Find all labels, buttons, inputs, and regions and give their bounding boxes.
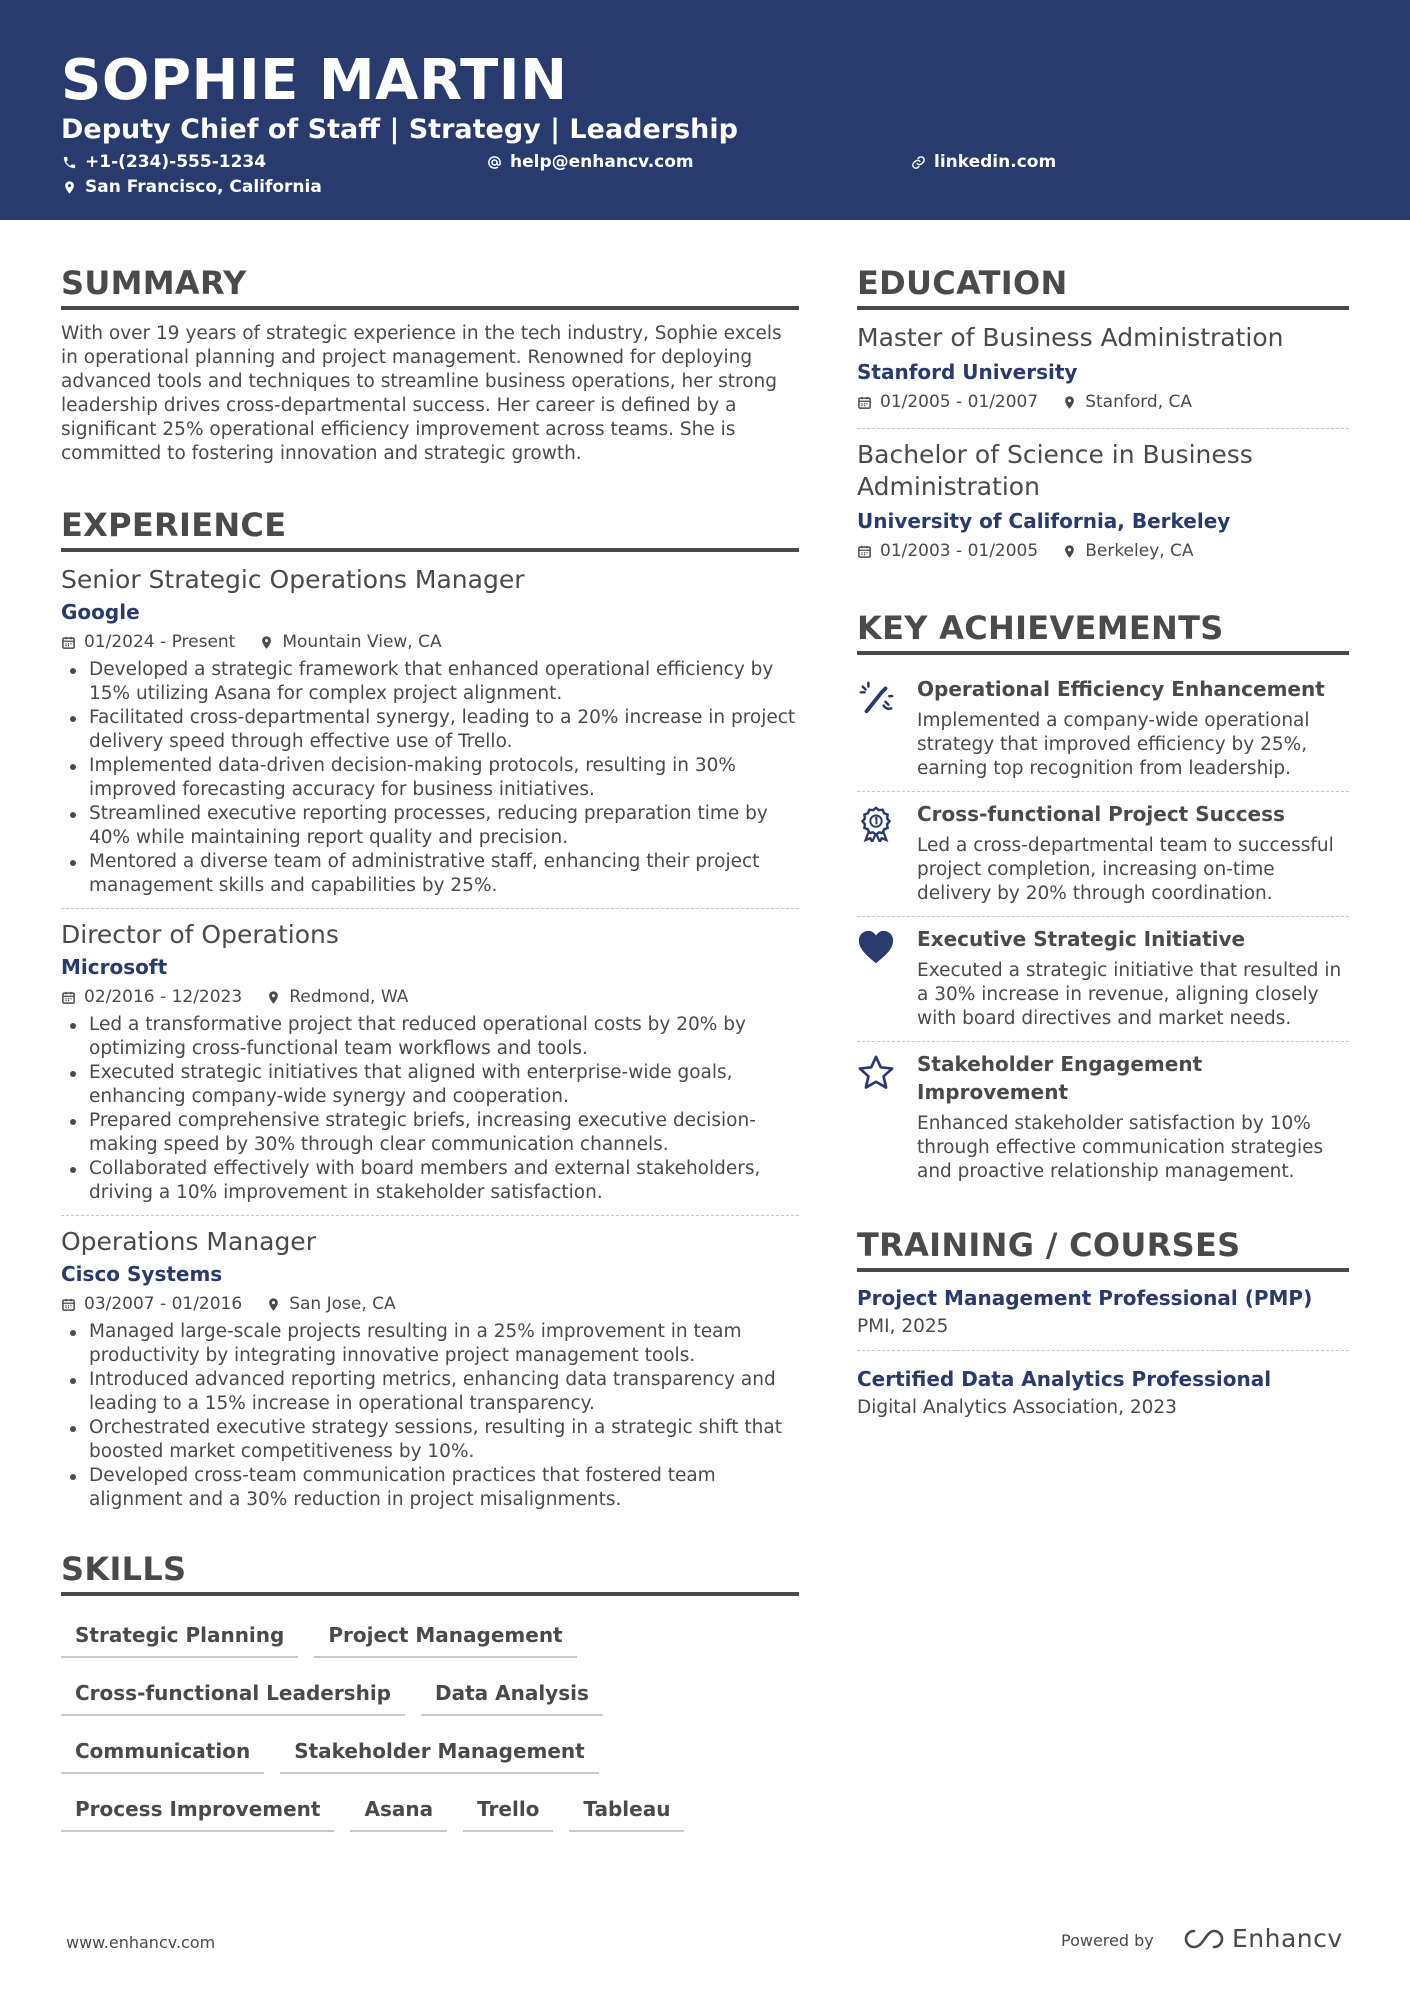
contact-phone[interactable] (62, 151, 266, 173)
achievement-item (857, 792, 1349, 917)
achievement-item (857, 1042, 1349, 1194)
location-pin-icon (266, 990, 281, 1005)
bullet-item: Facilitated cross-departmental synergy, leading to a 20% increase in project delivery speed through effective use of Trello. (61, 706, 799, 754)
footer-url[interactable]: www.enhancv.com (66, 1933, 216, 1952)
right-column (857, 262, 1349, 1445)
skills-list (61, 1616, 799, 1832)
link-icon (911, 155, 926, 170)
skill-tag: Strategic Planning (61, 1616, 298, 1658)
candidate-title: Deputy Chief of Staff | Strategy | Leadership (61, 114, 738, 145)
skill-tag: Cross-functional Leadership (61, 1674, 405, 1716)
achievements-heading: KEY ACHIEVEMENTS (857, 607, 1349, 655)
enhancv-logo[interactable] (1180, 1924, 1343, 1953)
summary-text: With over 19 years of strategic experience in the tech industry, Sophie excels in operational planning and project management. Renowned for deploying advanced tools and techniques to streamline business operations, her strong leadership drives cross-departmental success. Her career is defined by a significant 25% operational efficiency improvement across teams. She is committed to fostering innovation and strategic growth. (61, 323, 782, 464)
bullet-item: Introduced advanced reporting metrics, enhancing data transparency and leading to a 15% increase in operational transparency. (61, 1368, 799, 1416)
skill-tag: Stakeholder Management (280, 1732, 599, 1774)
job-title: Operations Manager (61, 1227, 316, 1256)
job-meta (61, 985, 799, 1009)
job-dates: 03/2007 - 01/2016 (84, 1294, 243, 1314)
job-entry (61, 1226, 799, 1522)
education-entry (857, 322, 1349, 429)
education-dates: 01/2003 - 01/2005 (880, 541, 1039, 561)
achievement-item (857, 917, 1349, 1042)
achievement-title: Cross-functional Project Success (917, 802, 1285, 826)
course-entry (857, 1284, 1349, 1351)
linkedin-text: linkedin.com (934, 152, 1057, 172)
candidate-name: SOPHIE MARTIN (61, 48, 568, 113)
phone-text: +1-(234)-555-1234 (85, 152, 267, 172)
course-org: PMI, 2025 (857, 1316, 949, 1337)
bullet-item: Managed large-scale projects resulting in a 25% improvement in team productivity by integrating innovative project management tools. (61, 1320, 799, 1368)
skill-tag: Communication (61, 1732, 264, 1774)
skills-heading: SKILLS (61, 1548, 799, 1596)
education-entry (857, 439, 1349, 577)
calendar-icon (857, 395, 872, 410)
education-meta (857, 390, 1349, 414)
course-name: Certified Data Analytics Professional (857, 1367, 1272, 1391)
degree-title: Master of Business Administration (857, 323, 1284, 352)
achievement-title: Operational Efficiency Enhancement (917, 677, 1325, 701)
location-text: San Francisco, California (85, 177, 322, 197)
education-dates: 01/2005 - 01/2007 (880, 392, 1039, 412)
achievement-desc: Led a cross-departmental team to successful project completion, increasing on-time delivery by 20% through coordination. (917, 835, 1334, 904)
bullet-item: Orchestrated executive strategy sessions, resulting in a strategic shift that boosted market competitiveness by 10%. (61, 1416, 799, 1464)
calendar-icon (61, 1297, 76, 1312)
achievement-item (857, 667, 1349, 792)
skill-tag: Tableau (569, 1790, 684, 1832)
location-pin-icon (1062, 544, 1077, 559)
job-entry (61, 919, 799, 1216)
education-meta (857, 539, 1349, 563)
contact-email[interactable] (487, 151, 694, 173)
training-heading: TRAINING / COURSES (857, 1224, 1349, 1272)
contact-linkedin[interactable] (911, 151, 1056, 173)
job-entry (61, 564, 799, 909)
education-location: Stanford, CA (1085, 392, 1193, 412)
bullet-item: Prepared comprehensive strategic briefs, increasing executive decision-making speed by 30% through clear communication channels. (61, 1109, 799, 1157)
bullet-item: Implemented data-driven decision-making protocols, resulting in 30% improved forecasting accuracy for business initiatives. (61, 754, 799, 802)
course-org: Digital Analytics Association, 2023 (857, 1397, 1177, 1418)
bullet-item: Collaborated effectively with board members and external stakeholders, driving a 10% improvement in stakeholder satisfaction. (61, 1157, 799, 1205)
bullet-item: Led a transformative project that reduced operational costs by 20% by optimizing cross-functional team workflows and tools. (61, 1013, 799, 1061)
bullet-item: Streamlined executive reporting processes, reducing preparation time by 40% while maintaining report quality and precision. (61, 802, 799, 850)
achievement-title: Stakeholder Engagement Improvement (917, 1052, 1203, 1104)
email-text: help@enhancv.com (510, 152, 694, 172)
calendar-icon (61, 990, 76, 1005)
company-name: Microsoft (61, 955, 168, 979)
bullet-item: Developed a strategic framework that enhanced operational efficiency by 15% utilizing Asana for complex project alignment. (61, 658, 799, 706)
course-entry (857, 1365, 1349, 1431)
location-pin-icon (1062, 395, 1077, 410)
job-dates: 02/2016 - 12/2023 (84, 987, 243, 1007)
job-bullets (61, 658, 799, 898)
left-column (61, 262, 799, 1832)
resume-header (0, 0, 1410, 220)
achievement-title: Executive Strategic Initiative (917, 927, 1246, 951)
job-bullets (61, 1013, 799, 1205)
skill-tag: Trello (463, 1790, 553, 1832)
job-title: Director of Operations (61, 920, 339, 949)
star-icon (857, 1054, 895, 1092)
phone-icon (62, 155, 77, 170)
company-name: Cisco Systems (61, 1262, 223, 1286)
school-name: University of California, Berkeley (857, 509, 1231, 533)
achievement-desc: Executed a strategic initiative that resulted in a 30% increase in revenue, aligning closely with board directives and market needs. (917, 960, 1342, 1029)
skill-tag: Asana (350, 1790, 447, 1832)
location-pin-icon (62, 180, 77, 195)
skill-tag: Data Analysis (421, 1674, 603, 1716)
location-pin-icon (259, 635, 274, 650)
bullet-item: Developed cross-team communication practices that fostered team alignment and a 30% reduction in project misalignments. (61, 1464, 799, 1512)
summary-heading: SUMMARY (61, 262, 799, 310)
company-name: Google (61, 600, 140, 624)
magic-wand-icon (857, 679, 895, 717)
degree-title: Bachelor of Science in Business Administration (857, 440, 1253, 501)
education-location: Berkeley, CA (1085, 541, 1194, 561)
calendar-icon (857, 544, 872, 559)
job-bullets (61, 1320, 799, 1512)
job-meta (61, 1292, 799, 1316)
enhancv-brand: Enhancv (1232, 1924, 1343, 1953)
course-name: Project Management Professional (PMP) (857, 1286, 1313, 1310)
education-heading: EDUCATION (857, 262, 1349, 310)
at-icon (487, 155, 502, 170)
location-pin-icon (266, 1297, 281, 1312)
contact-location (62, 176, 322, 198)
job-dates: 01/2024 - Present (84, 632, 236, 652)
skill-tag: Process Improvement (61, 1790, 334, 1832)
footer-powered-by: Powered by (1061, 1931, 1154, 1950)
school-name: Stanford University (857, 360, 1078, 384)
job-location: Redmond, WA (289, 987, 409, 1007)
award-ribbon-icon (857, 804, 895, 842)
bullet-item: Mentored a diverse team of administrative staff, enhancing their project management skills and capabilities by 25%. (61, 850, 799, 898)
job-title: Senior Strategic Operations Manager (61, 565, 525, 594)
heart-icon (857, 929, 895, 967)
enhancv-logo-icon (1180, 1927, 1226, 1951)
achievement-desc: Implemented a company-wide operational strategy that improved efficiency by 25%, earning top recognition from leadership. (917, 710, 1310, 779)
job-location: San Jose, CA (289, 1294, 396, 1314)
calendar-icon (61, 635, 76, 650)
bullet-item: Executed strategic initiatives that aligned with enterprise-wide goals, enhancing company-wide synergy and cooperation. (61, 1061, 799, 1109)
job-location: Mountain View, CA (282, 632, 442, 652)
experience-heading: EXPERIENCE (61, 504, 799, 552)
skill-tag: Project Management (314, 1616, 576, 1658)
job-meta (61, 630, 799, 654)
achievement-desc: Enhanced stakeholder satisfaction by 10% through effective communication strategies and proactive relationship management. (917, 1113, 1324, 1182)
